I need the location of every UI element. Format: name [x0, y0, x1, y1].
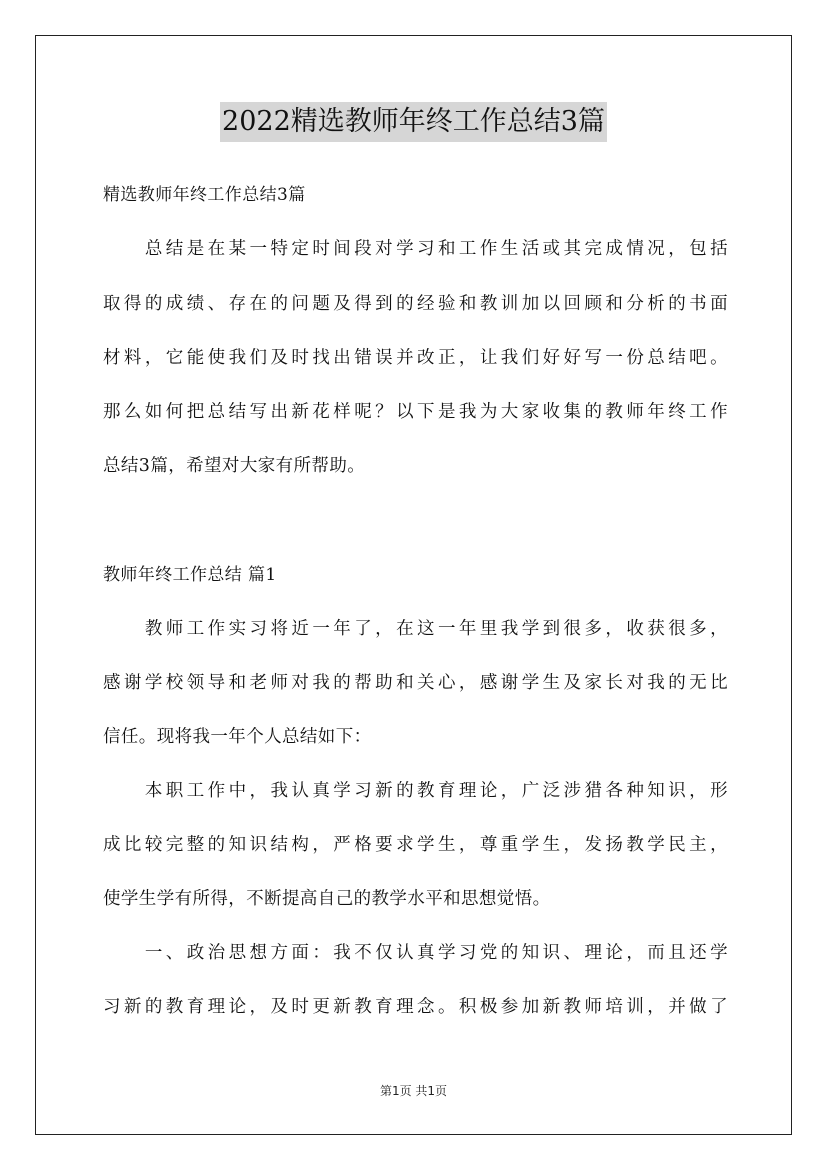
- title-container: [0, 102, 827, 142]
- body-line: 感谢学校领导和老师对我的帮助和关心，感谢学生及家长对我的无比: [103, 673, 728, 693]
- body-line: 成比较完整的知识结构，严格要求学生，尊重学生，发扬教学民主，: [103, 835, 728, 855]
- body-line: 使学生学有所得，不断提高自己的教学水平和思想觉悟。: [103, 889, 551, 909]
- body-line: 本职工作中，我认真学习新的教育理论，广泛涉猎各种知识，形: [103, 781, 728, 801]
- intro-line: 材料，它能使我们及时找出错误并改正，让我们好好写一份总结吧。: [103, 348, 728, 368]
- page-number-footer: 第1页 共1页: [379, 1084, 448, 1098]
- body-line: 习新的教育理论，及时更新教育理念。积极参加新教师培训，并做了: [103, 997, 728, 1017]
- body-line: 教师工作实习将近一年了，在这一年里我学到很多，收获很多，: [103, 619, 728, 639]
- body-line: 信任。现将我一年个人总结如下：: [103, 727, 372, 747]
- document-subtitle: 精选教师年终工作总结3篇: [103, 185, 306, 205]
- section-heading: 教师年终工作总结 篇1: [103, 565, 277, 585]
- intro-line: 总结是在某一特定时间段对学习和工作生活或其完成情况，包括: [103, 239, 728, 259]
- intro-line: 那么如何把总结写出新花样呢？以下是我为大家收集的教师年终工作: [103, 402, 728, 422]
- body-line: 一、政治思想方面：我不仅认真学习党的知识、理论，而且还学: [103, 943, 728, 963]
- intro-line: 总结3篇，希望对大家有所帮助。: [103, 456, 366, 476]
- intro-line: 取得的成绩、存在的问题及得到的经验和教训加以回顾和分析的书面: [103, 294, 728, 314]
- document-title: 2022精选教师年终工作总结3篇: [220, 102, 607, 142]
